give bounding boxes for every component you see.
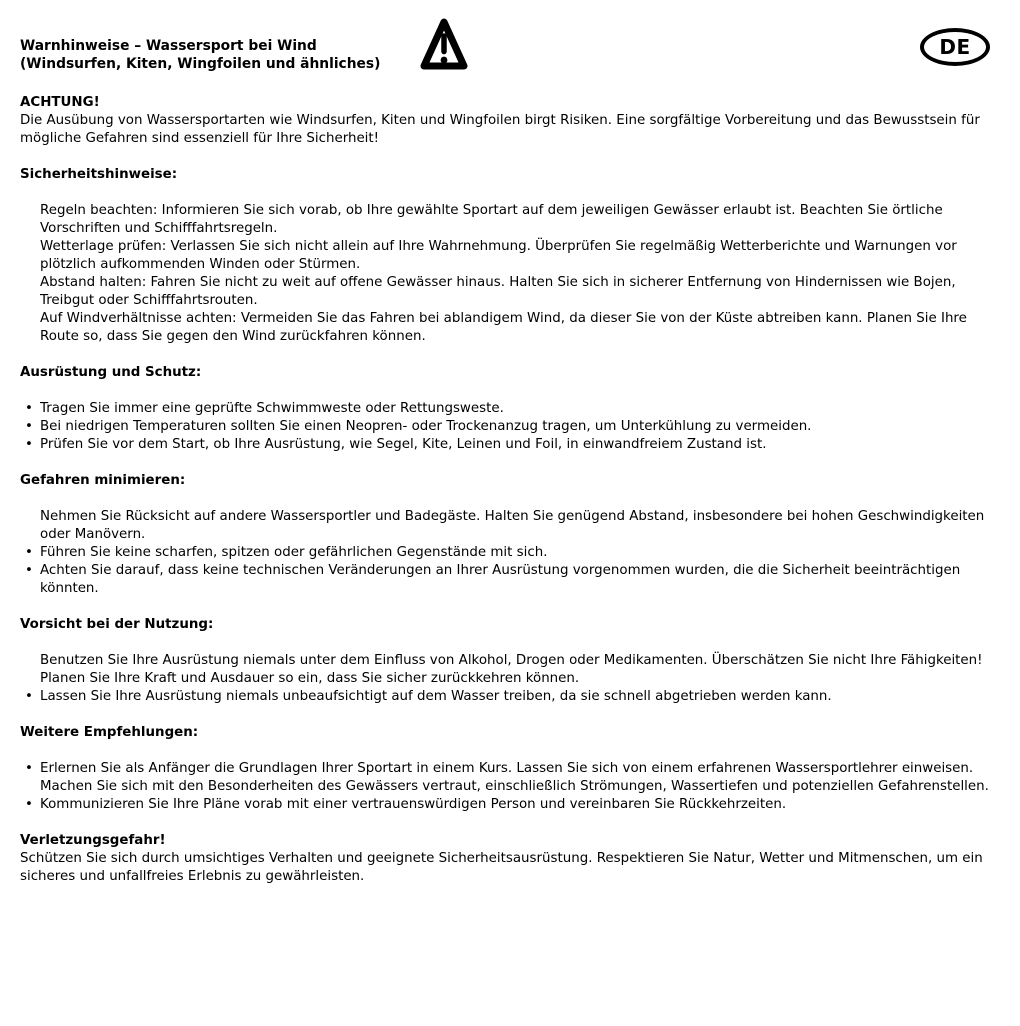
list-item-text: Abstand halten: Fahren Sie nicht zu weit auf offene Gewässer hinaus. Halten Sie sich in sicherer Entfernung von Hindernissen wie Bojen, Treibgut oder Schifffahrtsrouten. (40, 275, 956, 308)
section-ausruestung-und-schutz (20, 364, 1000, 454)
title-line-2: (Windsurfen, Kiten, Wingfoilen und ähnliches) (20, 56, 381, 72)
list-item (20, 274, 1000, 310)
list-item-text: Prüfen Sie vor dem Start, ob Ihre Ausrüstung, wie Segel, Kite, Leinen und Foil, in einwandfreiem Zustand ist. (40, 437, 767, 452)
bullet-marker-icon: • (25, 401, 33, 416)
list-item (20, 688, 1000, 706)
list-item (20, 436, 1000, 454)
list-item (20, 238, 1000, 274)
section-heading-vorsicht-bei-der-nutzung: Vorsicht bei der Nutzung: (20, 617, 214, 632)
title-line-1: Warnhinweise – Wassersport bei Wind (20, 38, 317, 54)
list-item-text: Wetterlage prüfen: Verlassen Sie sich nicht allein auf Ihre Wahrnehmung. Überprüfen Sie regelmäßig Wetterberichte und Warnungen vor plötzlich aufkommenden Winden oder Stürmen. (40, 239, 957, 272)
language-badge (920, 28, 990, 66)
list-item-text: Bei niedrigen Temperaturen sollten Sie einen Neopren- oder Trockenanzug tragen, um Unterkühlung zu vermeiden. (40, 419, 812, 434)
bullet-marker-icon: • (25, 437, 33, 452)
bullet-marker-icon: • (25, 797, 33, 812)
section-heading-gefahren-minimieren: Gefahren minimieren: (20, 473, 186, 488)
list-item-text: Kommunizieren Sie Ihre Pläne vorab mit einer vertrauenswürdigen Person und vereinbaren Sie Rückkehrzeiten. (40, 797, 787, 812)
bullet-marker-icon: • (25, 419, 33, 434)
list-item-text: Benutzen Sie Ihre Ausrüstung niemals unter dem Einfluss von Alkohol, Drogen oder Medikamenten. Überschätzen Sie nicht Ihre Fähigkeiten! Planen Sie Ihre Kraft und Ausdauer so ein, dass Sie sicher zurückkehren können. (40, 653, 983, 686)
section-heading-ausruestung-und-schutz: Ausrüstung und Schutz: (20, 365, 202, 380)
section-achtung (20, 94, 1000, 148)
list-item-text: Führen Sie keine scharfen, spitzen oder gefährlichen Gegenstände mit sich. (40, 545, 548, 560)
bullet-marker-icon: • (25, 545, 33, 560)
list-item (20, 544, 1000, 562)
language-badge-label: DE (939, 35, 971, 59)
document-header (0, 0, 1020, 94)
section-gefahren-minimieren (20, 472, 1000, 598)
section-weitere-empfehlungen (20, 724, 1000, 814)
list-item (20, 652, 1000, 688)
list-item-text: Tragen Sie immer eine geprüfte Schwimmweste oder Rettungsweste. (40, 401, 504, 416)
warning-triangle-icon (420, 16, 468, 74)
section-paragraph-verletzungsgefahr: Schützen Sie sich durch umsichtiges Verhalten und geeignete Sicherheitsausrüstung. Respektieren Sie Natur, Wetter und Mitmenschen, um ein sicheres und unfallfreies Erlebnis zu gewährleisten. (20, 851, 983, 884)
document-sections (0, 94, 1020, 886)
list-item-text: Machen Sie sich mit den Besonderheiten des Gewässers vertraut, einschließlich Strömungen, Wassertiefen und potenziellen Gefahrenstellen. (40, 779, 989, 794)
list-item-text: Lassen Sie Ihre Ausrüstung niemals unbeaufsichtigt auf dem Wasser treiben, da sie schnell abgetrieben werden kann. (40, 689, 832, 704)
bullet-marker-icon: • (25, 761, 33, 776)
list-item-text: Nehmen Sie Rücksicht auf andere Wassersportler und Badegäste. Halten Sie genügend Abstand, insbesondere bei hohen Geschwindigkeiten oder Manövern. (40, 509, 985, 542)
section-paragraph-achtung: Die Ausübung von Wassersportarten wie Windsurfen, Kiten und Wingfoilen birgt Risiken. Eine sorgfältige Vorbereitung und das Bewusstsein für mögliche Gefahren sind essenziell für Ihre Sicherheit! (20, 113, 980, 146)
section-heading-sicherheitshinweise: Sicherheitshinweise: (20, 167, 178, 182)
list-item (20, 760, 1000, 778)
list-item (20, 400, 1000, 418)
list-item-text: Achten Sie darauf, dass keine technischen Veränderungen an Ihrer Ausrüstung vorgenommen wurden, die die Sicherheit beeinträchtigen könnten. (40, 563, 961, 596)
list-item-text: Erlernen Sie als Anfänger die Grundlagen Ihrer Sportart in einem Kurs. Lassen Sie sich von einem erfahrenen Wassersportlehrer einweisen. (40, 761, 974, 776)
section-heading-verletzungsgefahr: Verletzungsgefahr! (20, 833, 166, 848)
list-item (20, 418, 1000, 436)
section-verletzungsgefahr (20, 832, 1000, 886)
document-title (20, 37, 380, 73)
list-item-text: Auf Windverhältnisse achten: Vermeiden Sie das Fahren bei ablandigem Wind, da dieser Sie von der Küste abtreiben kann. Planen Sie Ihre Route so, dass Sie gegen den Wind zurückfahren können. (40, 311, 967, 344)
section-vorsicht-bei-der-nutzung (20, 616, 1000, 706)
list-item (20, 562, 1000, 598)
item-list-vorsicht-bei-der-nutzung (20, 652, 1000, 706)
list-item (20, 778, 1000, 796)
list-item (20, 796, 1000, 814)
item-list-weitere-empfehlungen (20, 760, 1000, 814)
section-sicherheitshinweise (20, 166, 1000, 346)
list-item-text: Regeln beachten: Informieren Sie sich vorab, ob Ihre gewählte Sportart auf dem jeweiligen Gewässer erlaubt ist. Beachten Sie örtliche Vorschriften und Schifffahrtsregeln. (40, 203, 943, 236)
list-item (20, 202, 1000, 238)
section-heading-achtung: ACHTUNG! (20, 95, 100, 110)
section-heading-weitere-empfehlungen: Weitere Empfehlungen: (20, 725, 199, 740)
bullet-marker-icon: • (25, 563, 33, 578)
item-list-sicherheitshinweise (20, 202, 1000, 346)
list-item (20, 508, 1000, 544)
list-item (20, 310, 1000, 346)
bullet-marker-icon: • (25, 689, 33, 704)
item-list-ausruestung-und-schutz (20, 400, 1000, 454)
item-list-gefahren-minimieren (20, 508, 1000, 598)
